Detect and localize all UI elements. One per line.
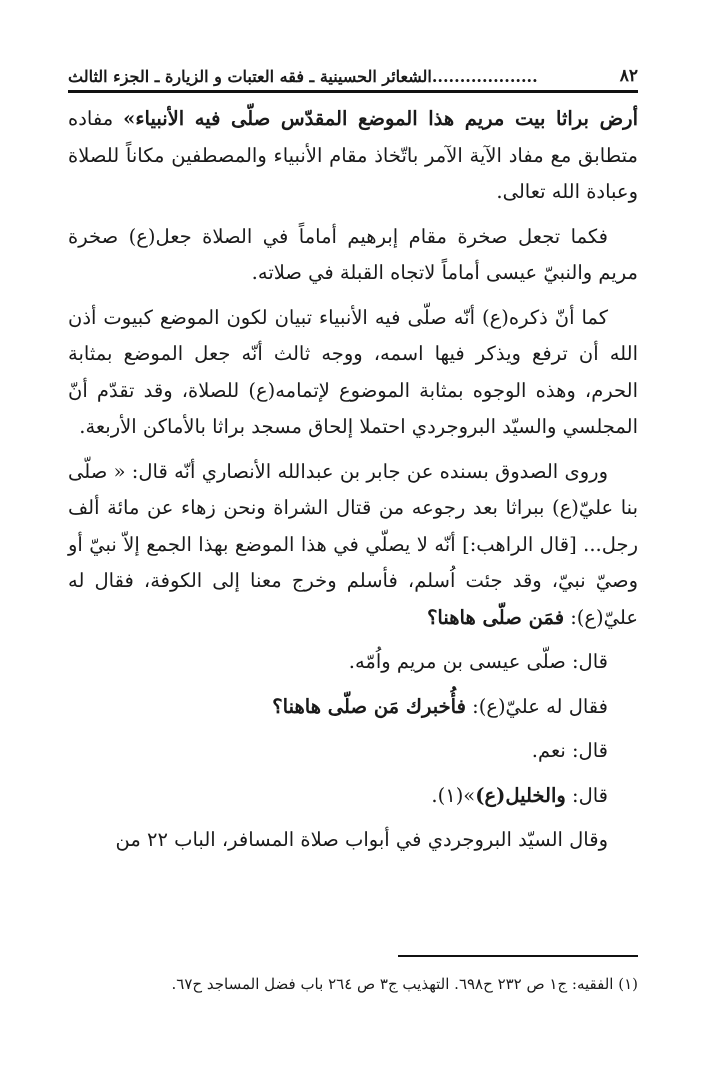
dialogue-line-2-bold: فأُخبرك مَن صلّى هاهنا؟ <box>272 694 466 718</box>
paragraph-1 <box>68 101 638 211</box>
paragraph-4 <box>68 454 638 637</box>
dialogue-line-2-lead: فقال له عليّ(ع): <box>465 694 608 718</box>
header-rule <box>68 90 638 93</box>
dialogue-line-4-bold: والخليل(ع) <box>475 783 566 807</box>
body-text <box>68 101 638 859</box>
dialogue-line-1: قال: صلّى عيسى بن مريم واُمّه. <box>348 650 608 673</box>
paragraph-4-text: وروى الصدوق بسنده عن جابر بن عبدالله الأنصاري أنّه قال: « صلّى بنا عليّ(ع) ببراثا بعد رجوعه من قتال الشراة ونحن زهاء عن مائة ألف رجل... [قال الراهب:] أنّه لا يصلّي في هذا الموضع بهذا الجمع إلاّ نبيّ أو وصيّ نبيّ، وقد جئت اُسلم، فأسلم وخرج معنا إلى الكوفة، فقال له عليّ(ع): <box>68 459 638 629</box>
paragraph-3: كما أنّ ذكره(ع) أنّه صلّى فيه الأنبياء تبيان لكون الموضع كبيوت أذن الله أن ترفع ويذكر فيها اسمه، ووجه ثالث أنّه جعل الموضع بمثابة الحرم، وهذه الوجوه بمثابة الموضوع لإتمامه(ع) للصلاة، وقد تقدّم أنّ المجلسي والسيّد البروجردي احتملا إلحاق مسجد براثا بالأماكن الأربعة. <box>68 305 638 438</box>
dialogue-line-3: قال: نعم. <box>531 739 608 762</box>
running-header <box>68 56 638 90</box>
dialogue-line-4 <box>68 778 638 815</box>
paragraph-2: فكما تجعل صخرة مقام إبرهيم أماماً في الصلاة جعل(ع) صخرة مريم والنبيّ عيسى أماماً لاتجاه القبلة في صلاته. <box>68 224 638 284</box>
last-paragraph: وقال السيّد البروجردي في أبواب صلاة المسافر، الباب ٢٢ من <box>115 828 608 851</box>
dialogue-line-4-tail: »(١). <box>431 783 476 807</box>
footnote: (١) الفقيه: ج١ ص ٢٣٢ ح٦٩٨. التهذيب ج٣ ص ٢٦٤ باب فضل المساجد ح٦٧. <box>171 975 638 993</box>
paragraph-1-text: مفاده متطابق مع مفاد الآية الآمر باتّخاذ مقام الأنبياء والمصطفين مكاناً للصلاة وعبادة الله تعالى. <box>68 107 638 203</box>
footnote-rule <box>398 955 638 957</box>
paragraph-1-bold: أرض براثا بيت مريم هذا الموضع المقدّس صلّى فيه الأنبياء» <box>123 107 638 130</box>
dialogue-line-2 <box>68 689 638 726</box>
dialogue-line-4-lead: قال: <box>565 783 608 807</box>
page <box>68 56 638 867</box>
page-number: ٨٢ <box>619 66 638 86</box>
header-title: ...................الشعائر الحسينية ـ فقه العتبات و الزيارة ـ الجزء الثالث <box>68 67 538 86</box>
paragraph-4-bold: فمَن صلّى هاهنا؟ <box>427 605 565 629</box>
